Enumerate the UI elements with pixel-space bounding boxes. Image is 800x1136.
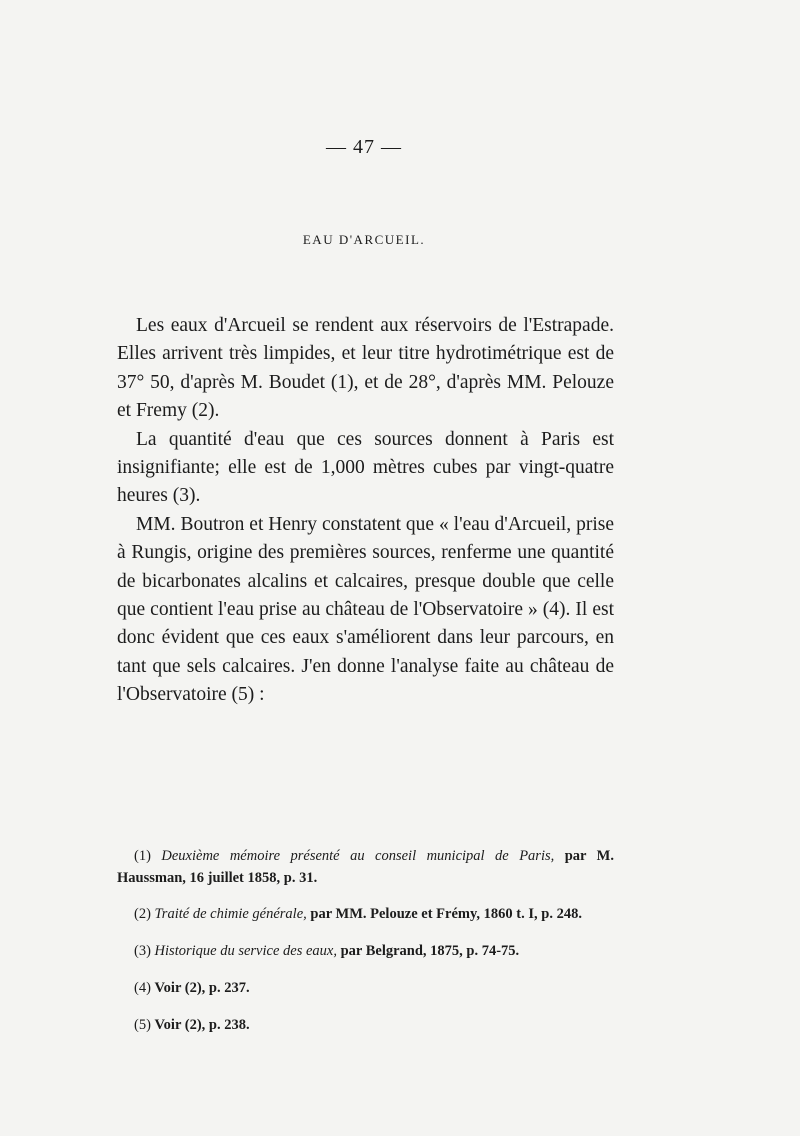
body-text xyxy=(117,312,614,710)
paragraph: MM. Boutron et Henry constatent que « l'eau d'Arcueil, prise à Rungis, origine des premières sources, renferme une quantité de bicarbonates alcalins et calcaires, presque double que celle que contient l'eau prise au château de l'Observatoire » (4). Il est donc évident que ces eaux s'améliorent dans leur parcours, en tant que sels calcaires. J'en donne l'analyse faite au château de l'Observatoire (5) : xyxy=(117,513,614,706)
footnote-marker: (1) xyxy=(134,847,151,864)
paragraph: La quantité d'eau que ces sources donnent à Paris est insignifiante; elle est de 1,000 mètres cubes par vingt-quatre heures (3). xyxy=(117,428,614,507)
footnote-text: par Belgrand, 1875, p. 74-75. xyxy=(336,943,520,960)
footnote-title: Traité de chimie générale, xyxy=(154,906,307,923)
section-title: EAU D'ARCUEIL. xyxy=(302,232,426,247)
footnote xyxy=(117,977,614,999)
footnote-text: par M. Haussman, 16 juillet 1858, p. 31. xyxy=(117,847,614,886)
footnotes xyxy=(117,830,614,1050)
footnote-marker: (5) xyxy=(134,1016,151,1033)
footnote xyxy=(117,1014,614,1036)
footnote xyxy=(117,903,614,925)
footnote-text: Voir (2), p. 237. xyxy=(154,979,250,996)
footnote-marker: (4) xyxy=(134,979,151,996)
footnote xyxy=(117,940,614,962)
page-number: — 47 — xyxy=(326,136,402,158)
footnote-text: Voir (2), p. 238. xyxy=(154,1016,250,1033)
footnote xyxy=(117,845,614,889)
footnote-marker: (3) xyxy=(134,943,151,960)
paragraph: Les eaux d'Arcueil se rendent aux réservoirs de l'Estrapade. Elles arrivent très limpides, et leur titre hydrotimétrique est de 37° 50, d'après M. Boudet (1), et de 28°, d'après MM. Pelouze et Fremy (2). xyxy=(117,315,614,422)
footnote-title: Historique du service des eaux, xyxy=(154,943,337,960)
footnote-title: Deuxième mémoire présenté au conseil municipal de Paris, xyxy=(161,847,555,864)
footnote-text: par MM. Pelouze et Frémy, 1860 t. I, p. 248. xyxy=(306,906,582,923)
footnote-marker: (2) xyxy=(134,906,151,923)
